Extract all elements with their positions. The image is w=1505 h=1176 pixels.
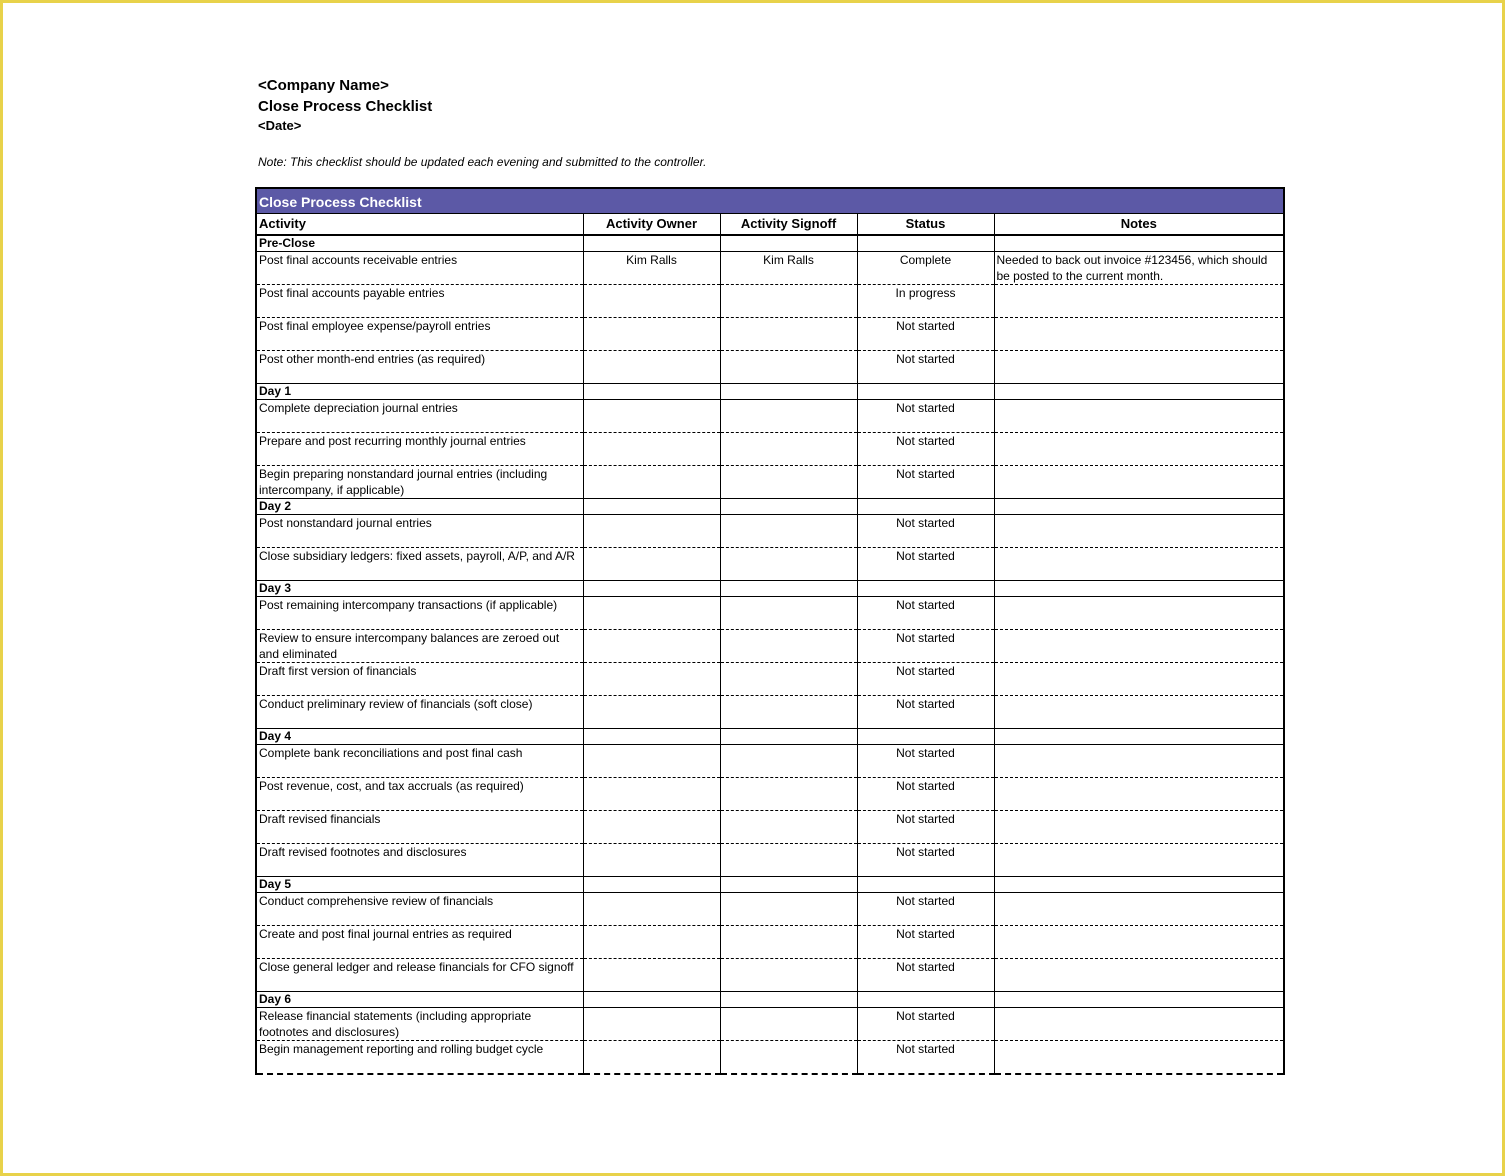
status-cell: Not started: [857, 893, 994, 926]
activity-cell: Draft revised financials: [257, 811, 583, 844]
owner-cell: [583, 959, 720, 992]
section-empty-cell: [583, 581, 720, 597]
notes-cell: [994, 400, 1283, 433]
notes-cell: [994, 745, 1283, 778]
activity-cell: Post final employee expense/payroll entries: [257, 318, 583, 351]
section-empty-cell: [720, 235, 857, 252]
notes-cell: [994, 515, 1283, 548]
table-row: [257, 778, 1283, 811]
signoff-cell: [720, 400, 857, 433]
notes-cell: [994, 778, 1283, 811]
table-row: [257, 926, 1283, 959]
owner-cell: [583, 811, 720, 844]
section-empty-cell: [857, 729, 994, 745]
owner-cell: [583, 597, 720, 630]
status-cell: In progress: [857, 285, 994, 318]
section-row: [257, 384, 1283, 400]
status-cell: Not started: [857, 515, 994, 548]
signoff-cell: Kim Ralls: [720, 252, 857, 285]
notes-cell: [994, 1008, 1283, 1041]
table-row: [257, 433, 1283, 466]
activity-cell: Post other month-end entries (as required): [257, 351, 583, 384]
table-row: [257, 959, 1283, 992]
section-row: [257, 992, 1283, 1008]
signoff-cell: [720, 515, 857, 548]
section-empty-cell: [857, 581, 994, 597]
section-empty-cell: [857, 877, 994, 893]
owner-cell: [583, 351, 720, 384]
status-cell: Not started: [857, 745, 994, 778]
activity-cell: Release financial statements (including appropriate footnotes and disclosures): [257, 1008, 583, 1041]
section-empty-cell: [720, 499, 857, 515]
table-row: [257, 1008, 1283, 1041]
activity-cell: Create and post final journal entries as required: [257, 926, 583, 959]
section-label: Day 6: [257, 992, 583, 1008]
section-empty-cell: [583, 992, 720, 1008]
signoff-cell: [720, 811, 857, 844]
activity-cell: Close subsidiary ledgers: fixed assets, payroll, A/P, and A/R: [257, 548, 583, 581]
table-row: [257, 466, 1283, 499]
status-cell: Not started: [857, 1041, 994, 1075]
status-cell: Not started: [857, 351, 994, 384]
activity-cell: Post revenue, cost, and tax accruals (as required): [257, 778, 583, 811]
signoff-cell: [720, 548, 857, 581]
activity-cell: Complete bank reconciliations and post final cash: [257, 745, 583, 778]
owner-cell: [583, 400, 720, 433]
notes-cell: [994, 926, 1283, 959]
notes-cell: [994, 351, 1283, 384]
status-cell: Not started: [857, 318, 994, 351]
status-cell: Not started: [857, 926, 994, 959]
signoff-cell: [720, 318, 857, 351]
document-date: <Date>: [258, 118, 302, 133]
status-cell: Not started: [857, 778, 994, 811]
section-empty-cell: [720, 729, 857, 745]
activity-cell: Post remaining intercompany transactions (if applicable): [257, 597, 583, 630]
section-label: Day 2: [257, 499, 583, 515]
signoff-cell: [720, 285, 857, 318]
owner-cell: [583, 844, 720, 877]
activity-cell: Complete depreciation journal entries: [257, 400, 583, 433]
section-empty-cell: [994, 384, 1283, 400]
signoff-cell: [720, 433, 857, 466]
notes-cell: [994, 630, 1283, 663]
activity-cell: Post final accounts receivable entries: [257, 252, 583, 285]
column-header-notes: Notes: [994, 214, 1283, 235]
owner-cell: [583, 433, 720, 466]
section-row: [257, 581, 1283, 597]
company-name: <Company Name>: [258, 77, 389, 94]
section-empty-cell: [994, 581, 1283, 597]
table-row: [257, 811, 1283, 844]
signoff-cell: [720, 630, 857, 663]
section-empty-cell: [720, 384, 857, 400]
document-title: Close Process Checklist: [258, 98, 433, 115]
owner-cell: [583, 1041, 720, 1075]
activity-cell: Post final accounts payable entries: [257, 285, 583, 318]
status-cell: Not started: [857, 959, 994, 992]
owner-cell: Kim Ralls: [583, 252, 720, 285]
table-row: [257, 630, 1283, 663]
section-label: Pre-Close: [257, 235, 583, 252]
section-empty-cell: [994, 729, 1283, 745]
owner-cell: [583, 778, 720, 811]
signoff-cell: [720, 1041, 857, 1075]
signoff-cell: [720, 926, 857, 959]
signoff-cell: [720, 844, 857, 877]
owner-cell: [583, 696, 720, 729]
section-empty-cell: [857, 235, 994, 252]
table-row: [257, 844, 1283, 877]
signoff-cell: [720, 597, 857, 630]
section-empty-cell: [583, 235, 720, 252]
table-row: [257, 351, 1283, 384]
notes-cell: [994, 1041, 1283, 1075]
signoff-cell: [720, 893, 857, 926]
table-row: [257, 893, 1283, 926]
activity-cell: Post nonstandard journal entries: [257, 515, 583, 548]
section-row: [257, 729, 1283, 745]
section-row: [257, 499, 1283, 515]
section-label: Day 5: [257, 877, 583, 893]
signoff-cell: [720, 745, 857, 778]
section-label: Day 3: [257, 581, 583, 597]
instruction-note: Note: This checklist should be updated each evening and submitted to the controller.: [258, 155, 707, 169]
section-empty-cell: [583, 384, 720, 400]
owner-cell: [583, 515, 720, 548]
activity-cell: Conduct comprehensive review of financials: [257, 893, 583, 926]
status-cell: Not started: [857, 663, 994, 696]
checklist-table: [255, 187, 1285, 1075]
status-cell: Not started: [857, 1008, 994, 1041]
activity-cell: Close general ledger and release financials for CFO signoff: [257, 959, 583, 992]
status-cell: Not started: [857, 844, 994, 877]
owner-cell: [583, 663, 720, 696]
table-row: [257, 663, 1283, 696]
notes-cell: [994, 597, 1283, 630]
status-cell: Not started: [857, 696, 994, 729]
signoff-cell: [720, 959, 857, 992]
activity-cell: Review to ensure intercompany balances are zeroed out and eliminated: [257, 630, 583, 663]
section-label: Day 1: [257, 384, 583, 400]
section-empty-cell: [994, 992, 1283, 1008]
status-cell: Not started: [857, 466, 994, 499]
table-row: [257, 745, 1283, 778]
owner-cell: [583, 1008, 720, 1041]
document-header: [258, 76, 432, 135]
signoff-cell: [720, 663, 857, 696]
status-cell: Complete: [857, 252, 994, 285]
section-empty-cell: [857, 384, 994, 400]
signoff-cell: [720, 778, 857, 811]
activity-cell: Conduct preliminary review of financials (soft close): [257, 696, 583, 729]
header-row: [257, 214, 1283, 235]
signoff-cell: [720, 696, 857, 729]
section-empty-cell: [583, 877, 720, 893]
status-cell: Not started: [857, 811, 994, 844]
notes-cell: [994, 893, 1283, 926]
section-empty-cell: [994, 499, 1283, 515]
table-row: [257, 696, 1283, 729]
owner-cell: [583, 926, 720, 959]
activity-cell: Draft first version of financials: [257, 663, 583, 696]
column-header-signoff: Activity Signoff: [720, 214, 857, 235]
signoff-cell: [720, 1008, 857, 1041]
owner-cell: [583, 548, 720, 581]
owner-cell: [583, 630, 720, 663]
section-empty-cell: [994, 877, 1283, 893]
section-empty-cell: [720, 877, 857, 893]
owner-cell: [583, 745, 720, 778]
activity-cell: Begin preparing nonstandard journal entries (including intercompany, if applicable): [257, 466, 583, 499]
notes-cell: [994, 466, 1283, 499]
section-empty-cell: [583, 499, 720, 515]
table-row: [257, 515, 1283, 548]
column-header-status: Status: [857, 214, 994, 235]
notes-cell: [994, 548, 1283, 581]
notes-cell: [994, 285, 1283, 318]
table-row: [257, 318, 1283, 351]
table-row: [257, 548, 1283, 581]
status-cell: Not started: [857, 597, 994, 630]
section-row: [257, 877, 1283, 893]
section-empty-cell: [857, 499, 994, 515]
status-cell: Not started: [857, 400, 994, 433]
section-empty-cell: [583, 729, 720, 745]
notes-cell: [994, 318, 1283, 351]
owner-cell: [583, 318, 720, 351]
activity-cell: Draft revised footnotes and disclosures: [257, 844, 583, 877]
table-banner: Close Process Checklist: [257, 189, 1283, 214]
status-cell: Not started: [857, 630, 994, 663]
owner-cell: [583, 285, 720, 318]
notes-cell: [994, 663, 1283, 696]
notes-cell: [994, 844, 1283, 877]
table-row: [257, 400, 1283, 433]
status-cell: Not started: [857, 548, 994, 581]
owner-cell: [583, 893, 720, 926]
section-empty-cell: [857, 992, 994, 1008]
section-empty-cell: [720, 581, 857, 597]
status-cell: Not started: [857, 433, 994, 466]
notes-cell: [994, 696, 1283, 729]
activity-cell: Begin management reporting and rolling budget cycle: [257, 1041, 583, 1075]
owner-cell: [583, 466, 720, 499]
section-empty-cell: [720, 992, 857, 1008]
checklist-body: [257, 235, 1283, 1074]
table-row: [257, 285, 1283, 318]
column-header-owner: Activity Owner: [583, 214, 720, 235]
section-row: [257, 235, 1283, 252]
signoff-cell: [720, 466, 857, 499]
column-header-activity: Activity: [257, 214, 583, 235]
table-row: [257, 597, 1283, 630]
activity-cell: Prepare and post recurring monthly journal entries: [257, 433, 583, 466]
table-row: [257, 1041, 1283, 1075]
signoff-cell: [720, 351, 857, 384]
section-empty-cell: [994, 235, 1283, 252]
notes-cell: [994, 811, 1283, 844]
table-row: [257, 252, 1283, 285]
section-label: Day 4: [257, 729, 583, 745]
notes-cell: [994, 959, 1283, 992]
notes-cell: [994, 433, 1283, 466]
notes-cell: Needed to back out invoice #123456, which should be posted to the current month.: [994, 252, 1283, 285]
